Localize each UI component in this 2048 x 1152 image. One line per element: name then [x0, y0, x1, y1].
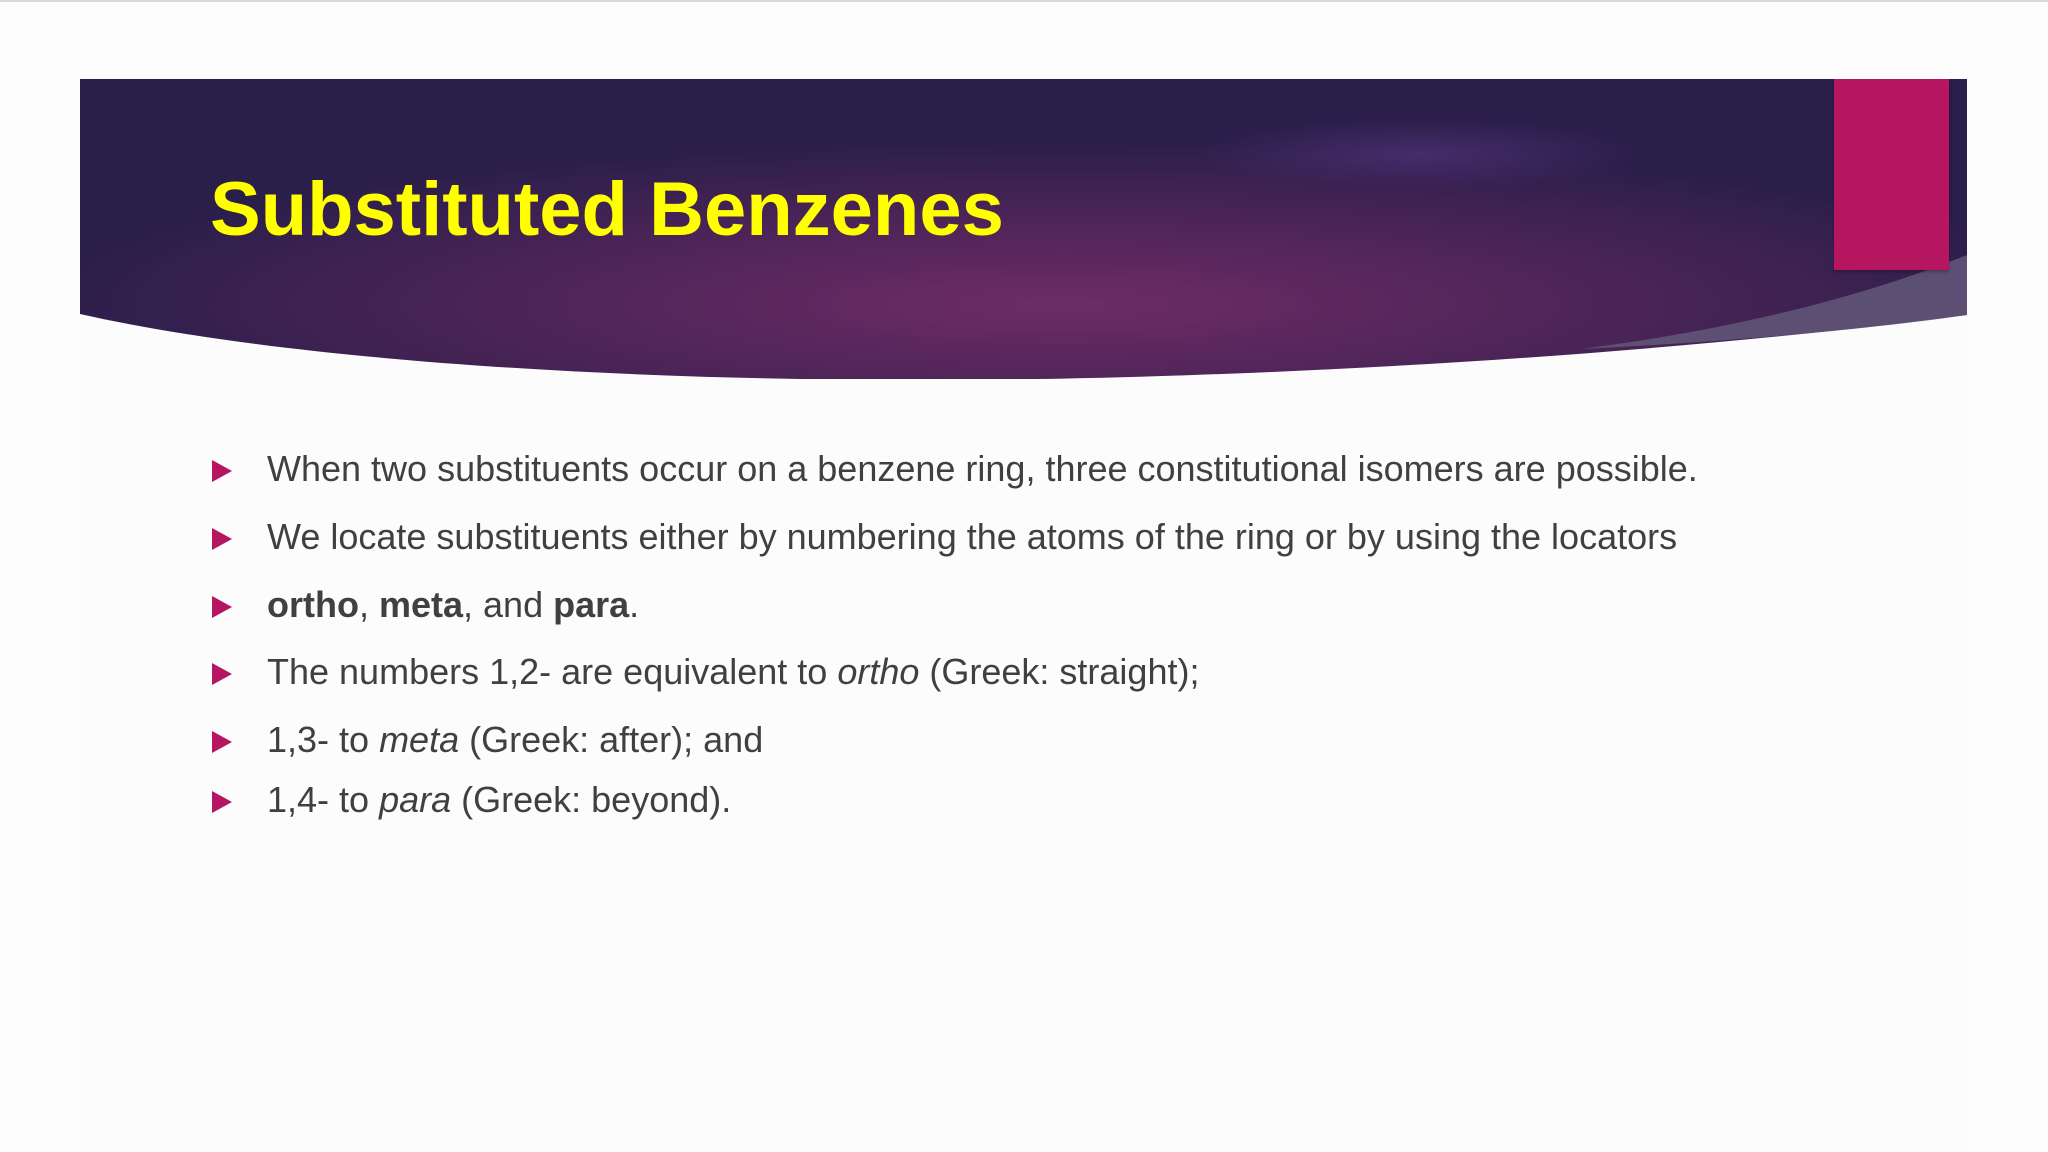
slide-title: Substituted Benzenes: [210, 167, 1004, 252]
bullet-text: We locate substituents either by numbering the atoms of the ring or by using the locators: [267, 516, 1678, 557]
sentence-end: .: [629, 584, 640, 625]
triangle-right-icon: [212, 791, 232, 813]
term-meta: meta: [379, 719, 460, 760]
top-divider: [0, 0, 2048, 2]
term-ortho: ortho: [267, 584, 359, 625]
term-ortho: ortho: [837, 651, 920, 692]
bullet-item: [210, 514, 1710, 560]
bullet-text: 1,3- to: [267, 719, 380, 760]
triangle-right-icon: [212, 460, 232, 482]
bullet-item: [210, 446, 1710, 492]
bullet-item: [210, 582, 1710, 628]
bullet-text: The numbers 1,2- are equivalent to: [267, 651, 838, 692]
bullet-text: When two substituents occur on a benzene ring, three constitutional isomers are possible.: [267, 448, 1698, 489]
bullet-text: (Greek: beyond).: [451, 779, 732, 820]
separator: ,: [358, 584, 379, 625]
triangle-right-icon: [212, 663, 232, 685]
bullet-item: [210, 717, 1710, 763]
triangle-right-icon: [212, 596, 232, 618]
bullet-list: [210, 446, 1710, 823]
bullet-item: [210, 649, 1710, 695]
triangle-right-icon: [212, 731, 232, 753]
term-para: para: [553, 584, 630, 625]
term-meta: meta: [378, 584, 464, 625]
triangle-right-icon: [212, 528, 232, 550]
bullet-item: [210, 777, 1710, 823]
separator: , and: [463, 584, 554, 625]
term-para: para: [379, 779, 452, 820]
accent-tab: [1834, 79, 1949, 270]
bullet-text: (Greek: after); and: [459, 719, 764, 760]
bullet-text: (Greek: straight);: [919, 651, 1200, 692]
bullet-text: 1,4- to: [267, 779, 380, 820]
